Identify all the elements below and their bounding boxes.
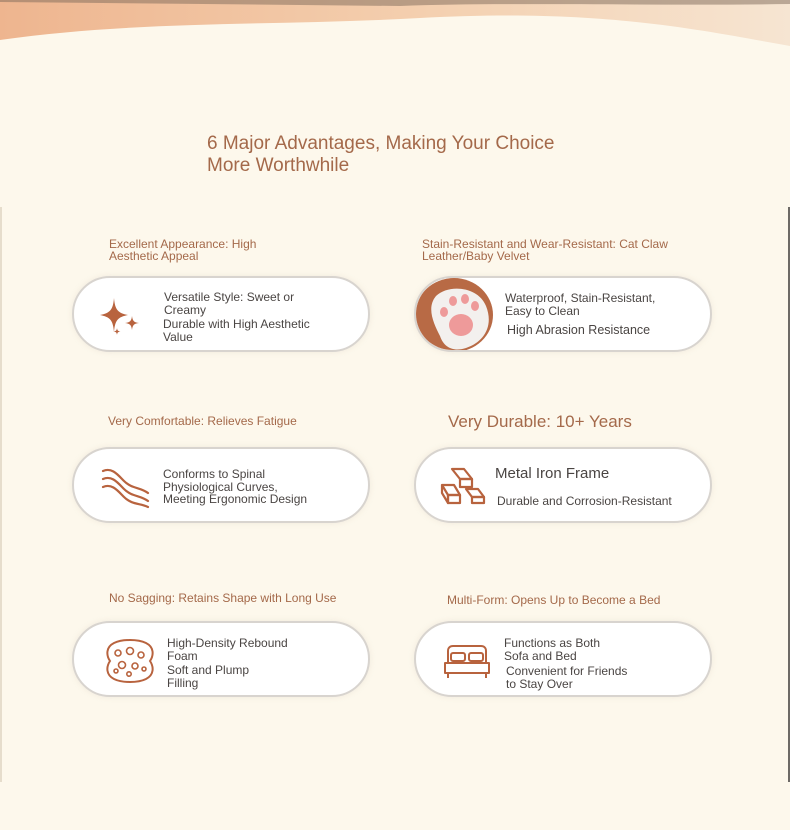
feature-heading-durability: Very Durable: 10+ Years xyxy=(448,412,632,431)
feature-text-secondary: High Abrasion Resistance xyxy=(507,323,651,337)
feature-card-no-sagging xyxy=(72,621,370,697)
feature-card-durability xyxy=(414,447,712,523)
page-title: 6 Major Advantages, Making Your Choice More Worthwhile xyxy=(207,133,555,176)
feature-text-primary: Versatile Style: Sweet or Creamy xyxy=(164,290,295,317)
cat-paw-icon xyxy=(414,276,496,352)
feature-text-primary: Functions as Both Sofa and Bed xyxy=(504,636,601,663)
feature-heading-no-sagging: No Sagging: Retains Shape with Long Use xyxy=(109,591,337,605)
feature-card-appearance xyxy=(72,276,370,352)
feature-heading-comfort: Very Comfortable: Relieves Fatigue xyxy=(108,414,297,428)
feature-card-multi-form xyxy=(414,621,712,697)
feature-text-secondary: Durable with High Aesthetic Value xyxy=(163,317,310,344)
feature-text-secondary: Soft and Plump Filling xyxy=(167,663,250,690)
feature-text-secondary: Durable and Corrosion-Resistant xyxy=(497,494,672,508)
sparkle-icon xyxy=(96,296,144,340)
feature-heading-multi-form: Multi-Form: Opens Up to Become a Bed xyxy=(447,593,661,607)
feature-text-primary: Conforms to Spinal Physiological Curves, Meeting Ergonomic Design xyxy=(163,467,308,506)
left-frame-line xyxy=(0,207,2,782)
feature-text-primary: High-Density Rebound Foam xyxy=(167,636,288,663)
metal-bars-icon xyxy=(438,465,490,509)
feature-text-primary: Waterproof, Stain-Resistant, Easy to Clean xyxy=(505,291,656,318)
feature-text-primary: Metal Iron Frame xyxy=(495,465,610,482)
sofa-bed-icon xyxy=(442,643,492,683)
top-wave-decoration xyxy=(0,0,790,60)
feature-heading-stain-resistant: Stain-Resistant and Wear-Resistant: Cat Claw Leather/Baby Velvet xyxy=(422,237,668,263)
feature-text-secondary: Convenient for Friends to Stay Over xyxy=(506,664,628,691)
feature-heading-appearance: Excellent Appearance: High Aesthetic Appeal xyxy=(109,237,257,263)
feature-card-stain-resistant xyxy=(414,276,712,352)
wave-lines-icon xyxy=(100,465,152,509)
feature-card-comfort xyxy=(72,447,370,523)
foam-sponge-icon xyxy=(104,639,156,683)
